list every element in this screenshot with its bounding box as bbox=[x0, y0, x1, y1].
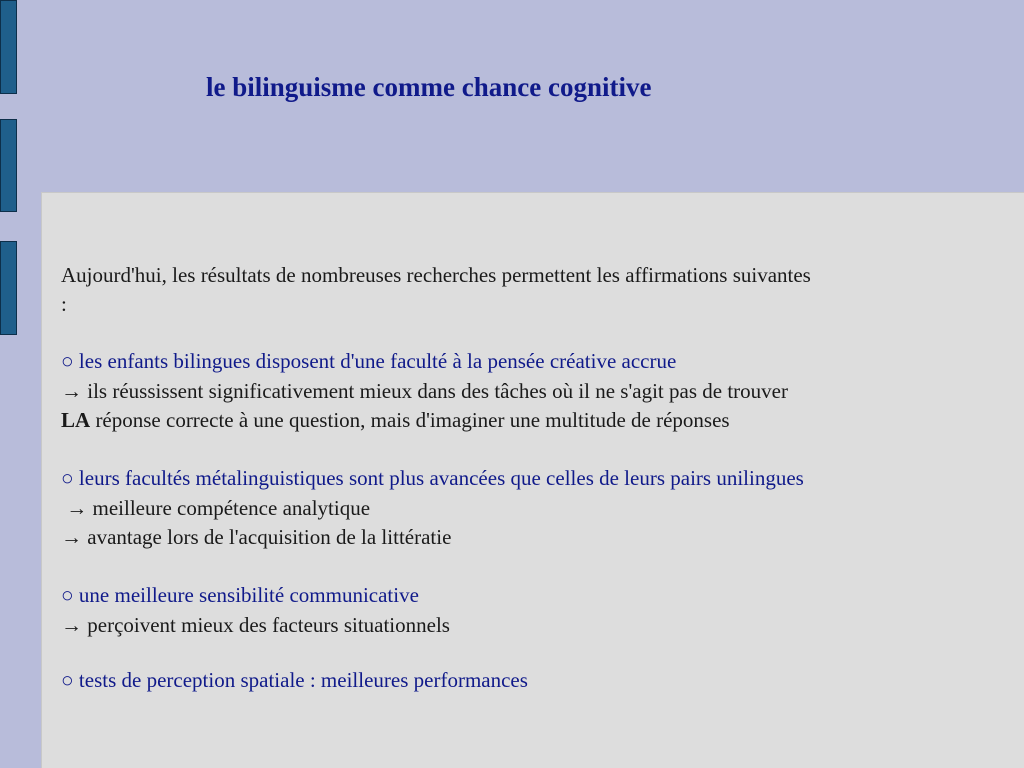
point-2-detail-line-1: → meilleure compétence analytique bbox=[61, 496, 371, 520]
point-3-detail-line-1: → perçoivent mieux des facteurs situationnels bbox=[61, 613, 450, 637]
point-1-detail-line-2 bbox=[61, 406, 730, 435]
point-2-detail-line-2: → avantage lors de l'acquisition de la littératie bbox=[61, 525, 452, 549]
emphasis-la: LA bbox=[61, 408, 91, 432]
point-1-detail-line-1: → ils réussissent significativement mieux dans des tâches où il ne s'agit pas de trouver bbox=[61, 379, 788, 403]
intro-text-line-2: : bbox=[61, 292, 67, 316]
point-4-heading: ○ tests de perception spatiale : meilleures performances bbox=[61, 668, 528, 692]
point-1-heading: ○ les enfants bilingues disposent d'une faculté à la pensée créative accrue bbox=[61, 349, 677, 373]
point-1-detail-line-2-rest: réponse correcte à une question, mais d'imaginer une multitude de réponses bbox=[90, 408, 730, 432]
decorative-side-bar-top bbox=[0, 0, 17, 94]
decorative-side-bar-bottom bbox=[0, 241, 17, 335]
point-3-heading: ○ une meilleure sensibilité communicative bbox=[61, 583, 419, 607]
decorative-side-bar-middle bbox=[0, 119, 17, 212]
slide-title: le bilinguisme comme chance cognitive bbox=[206, 72, 652, 102]
point-2-heading: ○ leurs facultés métalinguistiques sont plus avancées que celles de leurs pairs unilingues bbox=[61, 466, 804, 490]
intro-text-line-1: Aujourd'hui, les résultats de nombreuses recherches permettent les affirmations suivantes bbox=[61, 263, 811, 287]
